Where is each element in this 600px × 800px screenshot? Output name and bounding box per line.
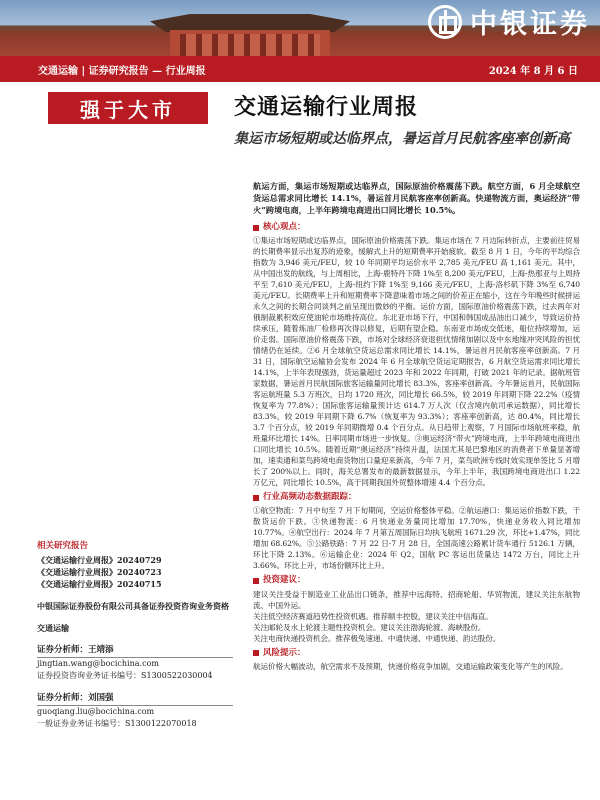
focus-body: ①航空物流：7 月中旬至 7 月下旬期间，空运价格整体平稳。②航运港口：集运运价指数下跌，干散货运价下跌。③快递物流：6 月快递业务量同比增加 17.70%，快递业务收入同比增加 10.77%。④航空出行：2024 年 7 月第五周国际日均执飞航班 1671.29 次，环比+1.47%，同比增加 68.62%。⑤公路铁路：7 月 22 日-7 月 28 日，全国高速公路累计货车通行 5126.1 万辆，环比下降 2.13%。⑥运输企业：2024 年 Q2，国航 PC 客运出货量达 1472 万台，同比上升 3.66%。环比上升，市场份额环比上升。 bbox=[253, 506, 580, 571]
header-banner bbox=[0, 0, 600, 56]
report-category: 交通运输 | 证券研究报告 — 行业周报 bbox=[38, 65, 206, 77]
invest-body-2: 关注低空经济赛道趋势性投资机遇。推荐顺丰控股，建议关注中信海直。 bbox=[253, 611, 493, 621]
analyst-block bbox=[37, 692, 233, 730]
analyst-cert: 证券投资咨询业务证书编号：S1300522030004 bbox=[37, 671, 213, 680]
sector-name: 交通运输 bbox=[37, 623, 69, 633]
bullet-square-icon bbox=[253, 650, 259, 656]
org-name: 中银国际证券股份有限公司具备证券投资咨询业务资格 bbox=[37, 601, 229, 611]
info-bar bbox=[0, 56, 600, 82]
analyst-cert: 一般证券业务证书编号：S1300122070018 bbox=[37, 719, 197, 728]
invest-body-3: 关注邮轮及水上轮渡主题性投资机会。建议关注渤海轮渡、海峡股份。 bbox=[253, 622, 486, 632]
related-report-link[interactable]: 《交通运输行业周报》20240715 bbox=[37, 579, 162, 589]
brand bbox=[428, 2, 590, 41]
report-date: 2024 年 8 月 6 日 bbox=[488, 65, 578, 77]
risk-heading: 风险提示： bbox=[253, 648, 580, 659]
bullet-square-icon bbox=[253, 225, 259, 231]
related-report-link[interactable]: 《交通运输行业周报》20240729 bbox=[37, 555, 162, 565]
focus-heading: 行业高频动态数据跟踪： bbox=[253, 492, 580, 503]
bullet-square-icon bbox=[253, 495, 259, 501]
invest-body-4: 关注电商快递投资机会。推荐极兔速递、中通快递、中通快递、韵达股份。 bbox=[253, 633, 501, 643]
palace-columns bbox=[180, 34, 320, 56]
analyst-block bbox=[37, 644, 233, 682]
summary: 航运方面，集运市场短期或达临界点，国际原油价格震荡下跌。航空方面，6 月全球航空货运总需求同比增长 14.1%，暑运首月民航客座率创新高。快递物流方面，奥运经济“带火”跨境电商，上半年跨境电商进出口同比增长 10.5%。 bbox=[253, 181, 580, 215]
related-report-link[interactable]: 《交通运输行业周报》20240723 bbox=[37, 567, 162, 577]
invest-body-1: 建议关注受益于制造业工业品出口链条，推荐中远海特、招商轮船、华贸物流，建议关注东航物流、中国外运。 bbox=[253, 589, 580, 610]
page-subtitle: 集运市场短期或达临界点，暑运首月民航客座率创新高 bbox=[234, 131, 570, 147]
invest-heading: 投资建议： bbox=[253, 575, 580, 586]
analyst-email[interactable]: guoqiang.liu@bocichina.com bbox=[37, 707, 155, 716]
related-reports-title: 相关研究报告 bbox=[37, 541, 89, 551]
bullet-square-icon bbox=[253, 578, 259, 584]
core-heading: 核心观点： bbox=[253, 222, 580, 233]
analyst-email[interactable]: jingtian.wang@bocichina.com bbox=[37, 659, 159, 668]
core-body: ①集运市场短期或达临界点，国际原油价格震荡下跌。集运市场在 7 月边际转折点，主要前往贸易的长期费率显示出复苏的迹象，缓解式上升的短期费率开始疲软。截至 8 月 1 日，今年的平均综合指数为 3,946 美元/FEU，较 10 年同期平均运价水平 2,785 美元/FEU 高 1,161 美元。其中，从中国出发的航线，与上周相比，上海-鹿特丹下降 1%至 8,200 美元/FEU，上海-热那亚与上周持平至 7,610 美元/FEU，上海-纽约下降 1%至 9,166 美元/FEU，上海-洛杉矶下降 3%至 6,740 美元/FEU。长期费率上升和短期费率下降意味着市场之间的价差正在缩小，这在今年晚些时候拼运永久之间的长期合同谈判之前呈现出微妙的平衡。运价方面，国际原油价格震荡下跌，过去两年对俄制裁累积效应使油轮市场维持高位。东北亚市场下行，中国和韩国成品油出口减少，导致运价持续承压，随着炼油厂检修再次得以修复，后期有望企稳。东南亚市场成交低迷，船位持续增加，运价走弱。国际原油价格震荡下跌，市场对全球经济衰退担忧情绪加剧以及中东地缘冲突风险的担忧情绪仍在延续。②6 月全球航空货运总需求同比增长 14.1%，暑运首月民航客座率创新高。7 月 31 日，国际航空运输协会发布 2024 年 6 月全球航空货运定期报告，6 月航空货运需求同比增长 14.1%，上半年表现强劲，货运量超过 2023 年和 2022 年同期，打破 2021 年的记录。据航班管家数据，暑运首月民航国际旅客运输量同比增长 83.3%，客座率创新高。今年暑运首月，民航国际客运航班量 5.3 万班次，日均 1720 班次，同比增长 66.5%，较 2019 年同期下降 22.2%（疫情恢复率为 77.8%）；国际旅客运输量预计达 614.7 万人次（仅含境内航司承运数据），同比增长 83.3%，较 2019 年同期下降 6.7%（恢复率为 93.3%）；客座率创新高，达 80.4%，同比增长 3.7 个百分点，较 2019 年同期微增 0.4 个百分点。从日趋带上观察，7 月国际市场航班率稳，航班量环比增长 14%。日率同期市场进一步恢复。③奥运经济“带火”跨境电商，上半年跨境电商进出口同比增长 10.5%。随着近期“奥运经济”持续升温，法国尤其是巴黎地区的消费者下单量显著增加，速卖通和菜鸟跨境电商货物出口量迎来新高，今年 7 月，菜鸟欧洲专线时效实现单签比 5 月增长了 200%以上。同时，海关总署发布的最新数据显示，今年上半年，我国跨境电商进出口 1.22 万亿元，同比增长 10.5%，高于同期我国外贸整体增速 4.4 个百分点。 bbox=[253, 236, 580, 488]
sidebar bbox=[37, 540, 233, 730]
analyst-name: 证券分析师：刘国强 bbox=[37, 692, 233, 706]
analyst-name: 证券分析师：王靖添 bbox=[37, 644, 233, 658]
risk-body: 航运价格大幅波动，航空需求不及预期，快递价格竞争加剧，交通运输政策变化等产生的风险。 bbox=[253, 661, 568, 671]
rating-badge: 强于大市 bbox=[48, 92, 208, 124]
main-content bbox=[253, 180, 580, 672]
brand-name: 中银证券 bbox=[470, 9, 590, 40]
bank-logo-icon bbox=[428, 5, 462, 39]
page-title: 交通运输行业周报 bbox=[234, 94, 419, 120]
